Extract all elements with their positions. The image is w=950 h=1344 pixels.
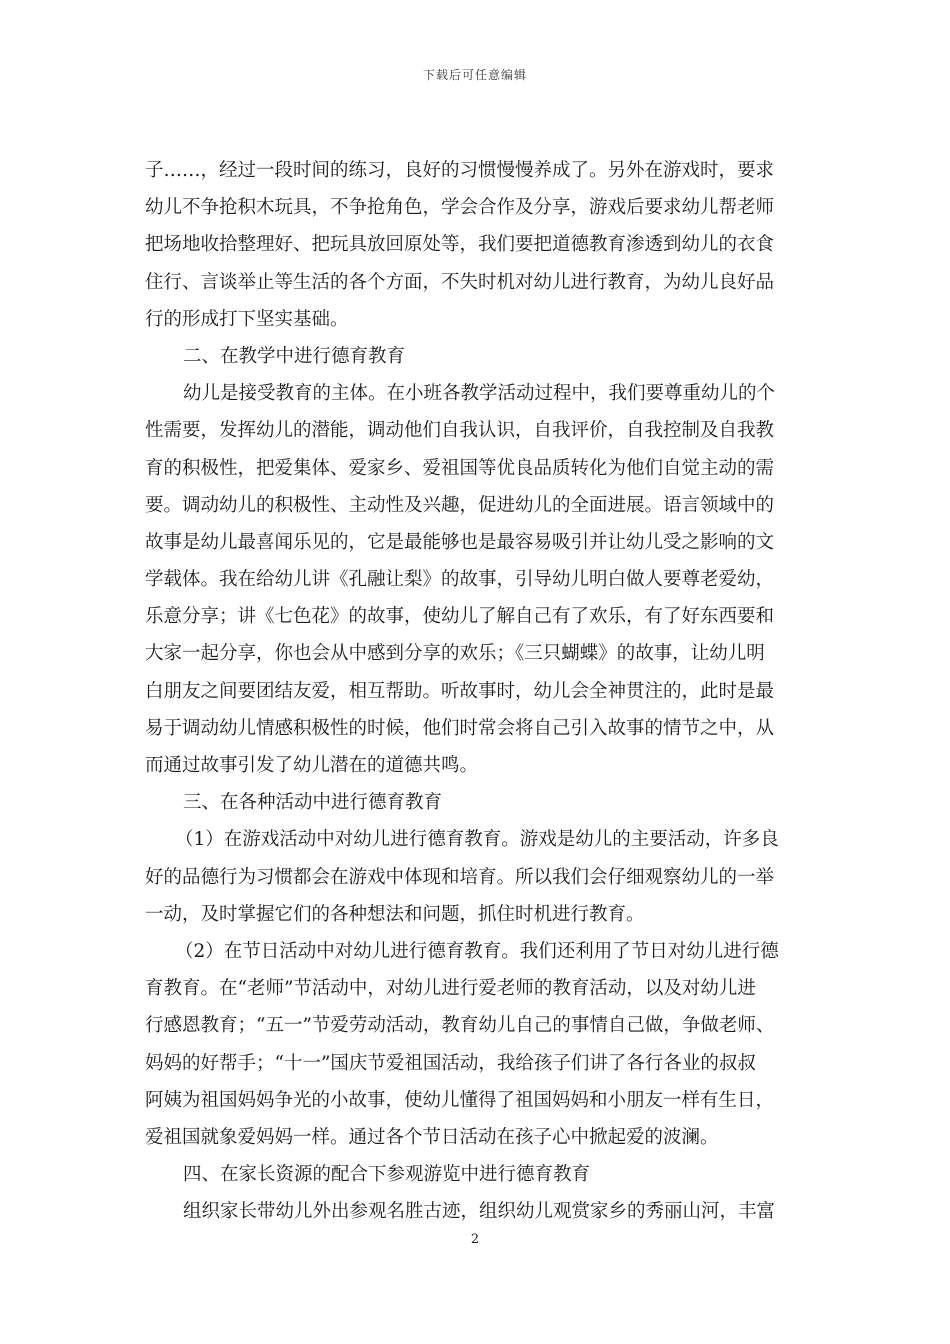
text-line: 幼儿是接受教育的主体。在小班各教学活动过程中，我们要尊重幼儿的个	[183, 383, 776, 405]
text-line: 子……，经过一段时间的练习，良好的习惯慢慢养成了。另外在游戏时，要求	[145, 160, 775, 181]
text-line: 阿姨为祖国妈妈争光的小故事，使幼儿懂得了祖国妈妈和小朋友一样有生日，	[145, 1089, 775, 1111]
text-line: 行感恩教育；“五一”节爱劳动活动，教育幼儿自己的事情自己做，争做老师、	[145, 1015, 775, 1037]
text-line: 育教育。在“老师”节活动中，对幼儿进行爱老师的教育活动，以及对幼儿进	[145, 978, 756, 1000]
text-line: 三、在各种活动中进行德育教育	[183, 792, 443, 814]
text-line: 好的品德行为习惯都会在游戏中体现和培育。所以我们会仔细观察幼儿的一举	[145, 866, 775, 888]
text-line: 白朋友之间要团结友爱，相互帮助。听故事时，幼儿会全神贯注的，此时是最	[145, 680, 775, 702]
text-line: 要。调动幼儿的积极性、主动性及兴趣，促进幼儿的全面进展。语言领域中的	[145, 494, 775, 516]
text-line: 而通过故事引发了幼儿潜在的道德共鸣。	[145, 755, 479, 776]
text-line: 爱祖国就象爱妈妈一样。通过各个节日活动在孩子心中掀起爱的波澜。	[145, 1126, 719, 1148]
page-number: 2	[470, 1232, 480, 1247]
text-line: 一动，及时掌握它们的各种想法和问题，抓住时机进行教育。	[145, 903, 645, 925]
text-line: 学载体。我在给幼儿讲《孔融让梨》的故事，引导幼儿明白做人要尊老爱幼，	[145, 569, 775, 591]
text-line: 大家一起分享，你也会从中感到分享的欢乐；《三只蝴蝶》的故事，让幼儿明	[145, 643, 765, 665]
text-line: 四、在家长资源的配合下参观游览中进行德育教育	[183, 1164, 591, 1186]
text-line: 把场地收拾整理好、把玩具放回原处等，我们要把道德教育渗透到幼儿的衣食	[145, 234, 775, 256]
text-line: 幼儿不争抢积木玩具，不争抢角色，学会合作及分享，游戏后要求幼儿帮老师	[145, 197, 775, 219]
text-line: 乐意分享；讲《七色花》的故事，使幼儿了解自己有了欢乐，有了好东西要和	[145, 606, 775, 628]
text-line: 育的积极性，把爱集体、爱家乡、爱祖国等优良品质转化为他们自觉主动的需	[145, 457, 775, 479]
text-line: （1）在游戏活动中对幼儿进行德育教育。游戏是幼儿的主要活动，许多良	[175, 829, 779, 851]
text-line: 故事是幼儿最喜闻乐见的，它是最能够也是最容易吸引并让幼儿受之影响的文	[145, 531, 775, 553]
text-line: 二、在教学中进行德育教育	[183, 345, 406, 367]
text-line: 住行、言谈举止等生活的各个方面，不失时机对幼儿进行教育，为幼儿良好品	[145, 271, 775, 293]
text-line: （2）在节日活动中对幼儿进行德育教育。我们还利用了节日对幼儿进行德	[175, 940, 779, 962]
page-header: 下载后可任意编辑	[422, 68, 527, 82]
text-line: 行的形成打下坚实基础。	[145, 308, 349, 330]
text-line: 性需要，发挥幼儿的潜能，调动他们自我认识，自我评价，自我控制及自我教	[145, 420, 775, 442]
document-body	[145, 152, 807, 1230]
text-line: 妈妈的好帮手；“十一”国庆节爱祖国活动，我给孩子们讲了各行各业的叔叔	[145, 1052, 756, 1074]
text-line: 组织家长带幼儿外出参观名胜古迹，组织幼儿观赏家乡的秀丽山河，丰富	[183, 1201, 776, 1223]
text-line: 易于调动幼儿情感积极性的时候，他们时常会将自己引入故事的情节之中，从	[145, 717, 775, 739]
